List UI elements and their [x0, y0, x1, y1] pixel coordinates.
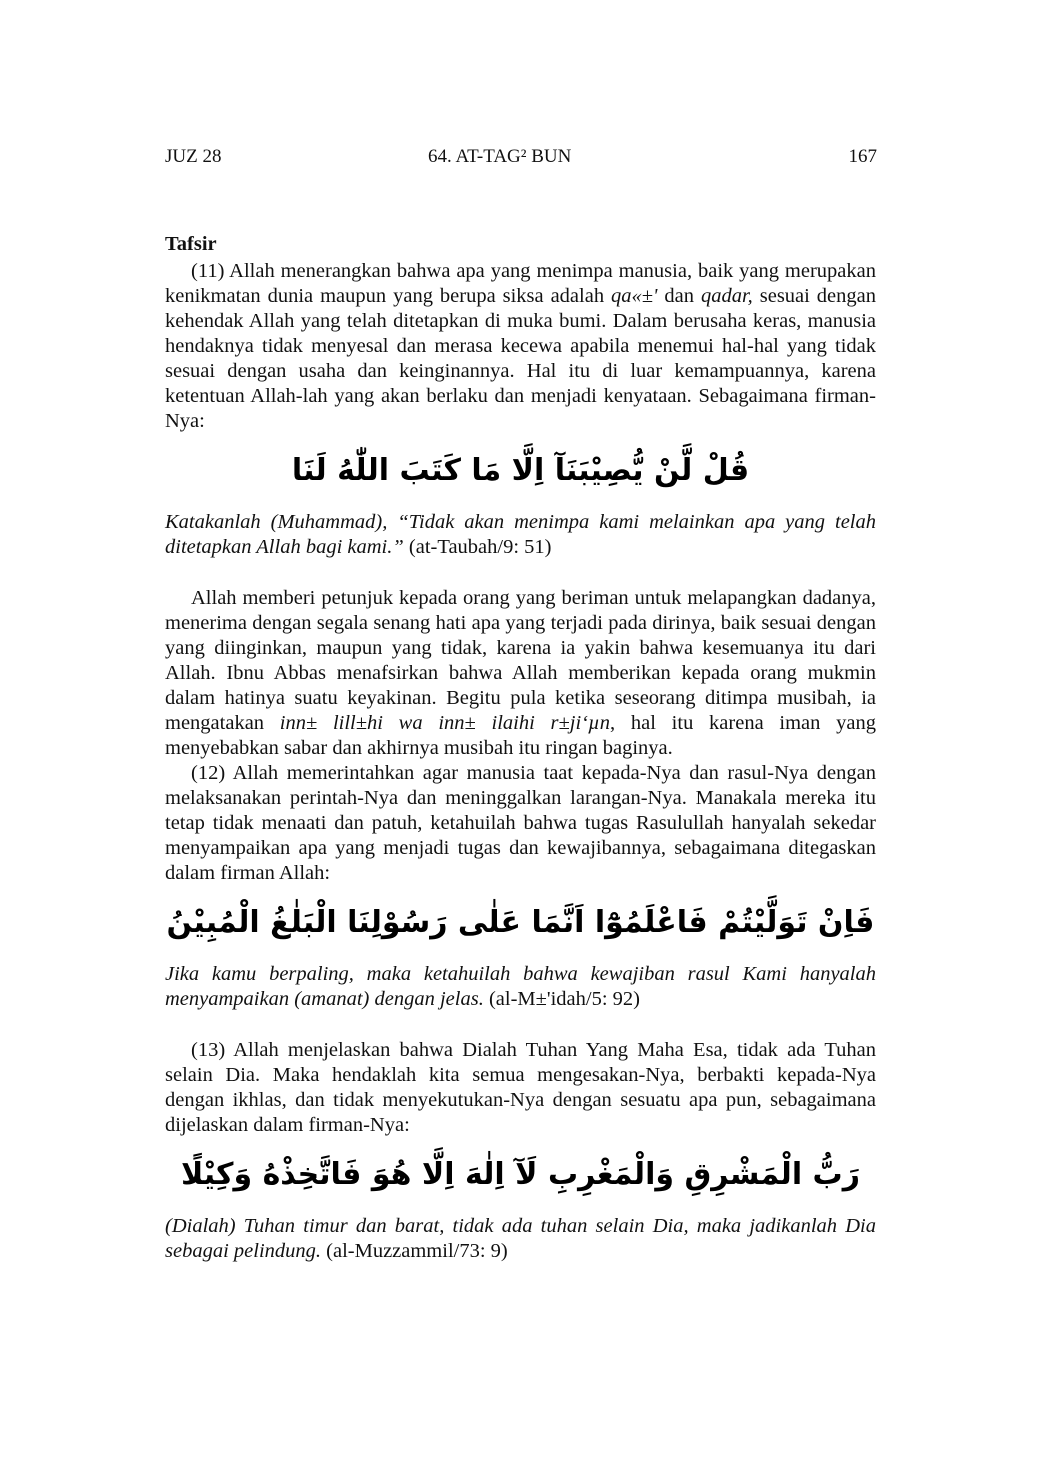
paragraph-text: , hal itu karena iman yang menyebabkan sabar dan akhirnya musibah itu ringan baginya.	[165, 712, 876, 759]
arabic-term: qadar,	[700, 285, 753, 307]
quran-verse-arabic: فَاِنْ تَوَلَّيْتُمْ فَاعْلَمُوْٓا اَنَّمَا عَلٰى رَسُوْلِنَا الْبَلٰغُ الْمُبِيْنُ	[166, 905, 875, 940]
verse-reference: (at-Taubah/9: 51)	[403, 536, 552, 558]
translation-text: Jika kamu berpaling, maka ketahuilah bahwa kewajiban rasul Kami hanyalah menyampaikan (amanat) dengan jelas.	[165, 963, 876, 1010]
quran-verse-arabic: رَبُّ الْمَشْرِقِ وَالْمَغْرِبِ لَآ اِلٰهَ اِلَّا هُوَ فَاتَّخِذْهُ وَكِيْلًا	[181, 1157, 860, 1192]
section-heading: Tafsir	[165, 233, 217, 255]
arabic-term: inn± lill±hi wa inn± ilaihi r±ji‘µn	[279, 712, 611, 734]
arabic-term: qa«±'	[611, 285, 658, 307]
verse-translation	[165, 510, 876, 560]
quran-verse-arabic: قُلْ لَّنْ يُّصِيْبَنَآ اِلَّا مَا كَتَبَ اللّٰهُ لَنَا	[291, 453, 750, 488]
paragraph-12: (12) Allah memerintahkan agar manusia taat kepada-Nya dan rasul-Nya dengan melaksanakan perintah-Nya dan meninggalkan larangan-Nya. Manakala mereka itu tetap tidak menaati dan patuh, ketahuilah bahwa tugas Rasulullah hanyalah sekedar menyampaikan apa yang menjadi tugas dan kewajibannya, sebagaimana ditegaskan dalam firman Allah:	[165, 762, 876, 884]
verse-translation	[165, 962, 876, 1012]
verse-reference: (al-M±'idah/5: 92)	[483, 988, 640, 1010]
paragraph-text: sesuai dengan kehendak Allah yang telah ditetapkan di muka bumi. Dalam berusaha keras, manusia hendaknya tidak menyesal dan merasa kecewa apabila menemui hal-hal yang tidak sesuai dengan usaha dan keinginannya. Hal itu di luar kemampuannya, karena ketentuan Allah-lah yang akan berlaku dan menjadi kenyataan. Sebagaimana firman-Nya:	[165, 285, 876, 432]
translation-text: (Dialah) Tuhan timur dan barat, tidak ada tuhan selain Dia, maka jadikanlah Dia sebagai pelindung.	[165, 1215, 876, 1262]
translation-text: Katakanlah (Muhammad), “Tidak akan menimpa kami melainkan apa yang telah ditetapkan Allah bagi kami.”	[165, 511, 876, 558]
verse-reference: (al-Muzzammil/73: 9)	[321, 1240, 508, 1262]
spacer	[165, 560, 876, 586]
paragraph-text: (11) Allah menerangkan bahwa apa yang menimpa manusia, baik yang merupakan kenikmatan dunia maupun yang berupa siksa adalah	[165, 260, 876, 307]
paragraph-text: Allah memberi petunjuk kepada orang yang beriman untuk melapangkan dadanya, menerima dengan segala senang hati apa yang terjadi pada dirinya, baik sesuai dengan yang diinginkan, maupun yang tidak, karena ia yakin bahwa kesemuanya itu dari Allah. Ibnu Abbas menafsirkan bahwa Allah memberikan kepada orang mukmin dalam hatinya suatu keyakinan. Begitu pula ketika seseorang ditimpa musibah, ia mengatakan	[165, 587, 876, 734]
paragraph-text: dan	[657, 285, 701, 307]
surah-title: 64. AT-TAG² BUN	[428, 146, 572, 167]
spacer	[165, 1012, 876, 1038]
running-header	[165, 146, 877, 176]
paragraph-allah	[165, 586, 876, 761]
juz-label: JUZ 28	[165, 146, 222, 167]
verse-translation	[165, 1214, 876, 1264]
paragraph-13: (13) Allah menjelaskan bahwa Dialah Tuhan Yang Maha Esa, tidak ada Tuhan selain Dia. Maka hendaklah kita semua mengesakan-Nya, berbakti kepada-Nya dengan ikhlas, dan tidak menyekutukan-Nya dengan sesuatu apa pun, sebagaimana dijelaskan dalam firman-Nya:	[165, 1039, 876, 1136]
page-number: 167	[848, 146, 877, 167]
paragraph-11	[165, 259, 876, 434]
page-body	[165, 232, 876, 1264]
